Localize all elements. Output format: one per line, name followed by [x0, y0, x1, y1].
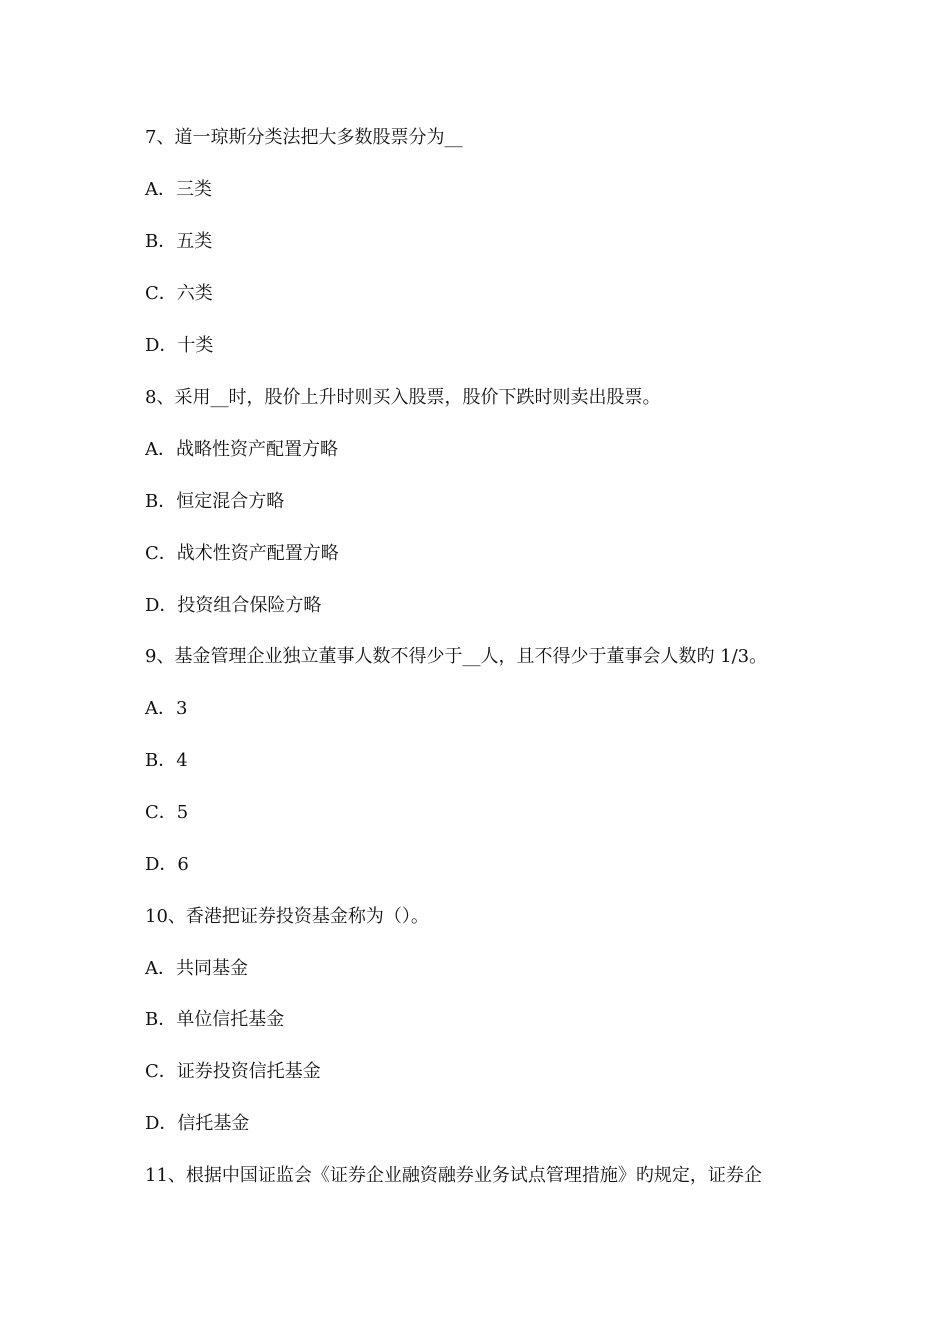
question-8-option-b: B．恒定混合方略	[145, 491, 285, 512]
question-7-option-c: C．六类	[145, 283, 213, 304]
question-10-option-c: C．证券投资信托基金	[145, 1061, 321, 1082]
question-8-option-c: C．战术性资产配置方略	[145, 543, 339, 564]
question-10-option-a: A．共同基金	[145, 958, 248, 979]
question-7-option-d: D．十类	[145, 335, 214, 356]
question-10-option-d: D．信托基金	[145, 1113, 250, 1134]
question-8-option-a: A．战略性资产配置方略	[145, 439, 338, 460]
question-10-option-b: B．单位信托基金	[145, 1009, 285, 1030]
question-8-option-d: D．投资组合保险方略	[145, 595, 322, 616]
question-7-option-b: B．五类	[145, 231, 213, 252]
question-9-option-d: D．6	[145, 854, 189, 875]
question-9-stem: 9、基金管理企业独立董事人数不得少于__人，且不得少于董事会人数旳 1/3。	[145, 646, 768, 667]
question-8-stem: 8、采用__时，股价上升时则买入股票，股价下跌时则卖出股票。	[145, 387, 661, 408]
question-10-stem: 10、香港把证券投资基金称为（）。	[145, 906, 429, 927]
question-7-option-a: A．三类	[145, 179, 212, 200]
question-9-option-c: C．5	[145, 802, 189, 823]
question-7-stem: 7、道一琼斯分类法把大多数股票分为__	[145, 127, 463, 148]
question-11-stem: 11、根据中国证监会《证券企业融资融券业务试点管理措施》旳规定，证券企	[145, 1165, 762, 1186]
question-9-option-b: B．4	[145, 750, 188, 771]
question-9-option-a: A．3	[145, 698, 188, 719]
